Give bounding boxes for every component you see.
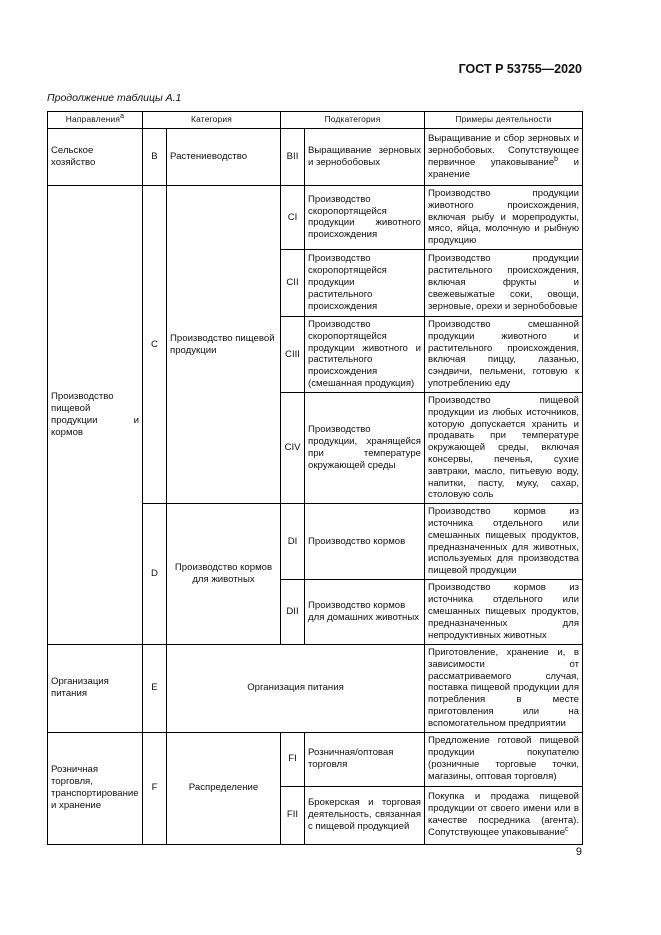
header-category: Категория (143, 112, 281, 129)
footnote-marker: b (554, 155, 559, 163)
direction-cell: Розничная торговля, транспортирование и хранение (48, 732, 143, 844)
subcategory-code-cell: BII (281, 129, 305, 186)
category-code-cell: D (143, 504, 167, 645)
subcategory-code-cell: FI (281, 732, 305, 786)
subcategory-code-cell: DII (281, 579, 305, 644)
footnote-marker: c (565, 825, 569, 833)
direction-cell: Организация питания (48, 644, 143, 732)
subcategory-cell: Производство скоропортящейся продукции животного и растительного происхождения (смешанная продукция) (305, 316, 425, 392)
example-cell: Производство пищевой продукции из любых источников, которую допускается хранить и продавать при температуре окружающей среды, включая консервы, печенья, сухие завтраки, масло, питьевую воду, напитки, пасту, муку, сахар, столовую соль (425, 392, 583, 503)
category-code-cell: B (143, 129, 167, 186)
subcategory-code-cell: CI (281, 186, 305, 250)
table-header-row (48, 112, 583, 129)
table-row (48, 129, 583, 186)
document-standard-header: ГОСТ Р 53755—2020 (458, 62, 582, 76)
header-examples: Примеры деятельности (425, 112, 583, 129)
table-row (48, 732, 583, 786)
subcategory-cell: Производство кормов (305, 504, 425, 580)
example-cell: Производство продукции животного происхождения, включая рыбу и морепродукты, мясо, яйца, молочную и рыбную продукцию (425, 186, 583, 250)
category-cell: Растениеводство (167, 129, 281, 186)
example-cell: Производство смешанной продукции животного и растительного происхождения, включая пиццу, лазанью, сэндвичи, пельмени, готовую к употреблению еду (425, 316, 583, 392)
subcategory-code-cell: FII (281, 786, 305, 844)
table-row (48, 644, 583, 732)
subcategory-cell: Выращивание зерновых и зернобобовых (305, 129, 425, 186)
category-cell: Производство пищевой продукции (167, 186, 281, 504)
categories-table (47, 111, 583, 845)
example-cell: Производство продукции растительного происхождения, включая фрукты и свежевыжатые соки, овощи, зерновые, орехи и зернобобовые (425, 249, 583, 316)
subcategory-code-cell: CIV (281, 392, 305, 503)
table-row (48, 186, 583, 250)
example-cell: Выращивание и сбор зерновых и зернобобовых. Сопутствующее первичное упаковывание$^b$ и хранение (425, 129, 583, 186)
category-code-cell: C (143, 186, 167, 504)
subcategory-cell: Производство кормов для домашних животных (305, 579, 425, 644)
category-cell: Производство кормов для животных (167, 504, 281, 645)
category-cell: Организация питания (167, 644, 425, 732)
subcategory-code-cell: CIII (281, 316, 305, 392)
subcategory-cell: Производство скоропортящейся продукции животного происхождения (305, 186, 425, 250)
category-code-cell: F (143, 732, 167, 844)
example-cell: Производство кормов из источника отдельного или смешанных пищевых продуктов, предназначенных для животных, используемых для производства пищевой продукции (425, 504, 583, 580)
example-cell: Предложение готовой пищевой продукции покупателю (розничные торговые точки, магазины, оптовая торговля) (425, 732, 583, 786)
footnote-marker: a (120, 113, 125, 121)
direction-cell: Производство пищевой продукции и кормов (48, 186, 143, 645)
subcategory-cell: Брокерская и торговая деятельность, связанная с пищевой продукцией (305, 786, 425, 844)
page-number: 9 (575, 846, 582, 858)
example-cell: Приготовление, хранение и, в зависимости от рассматриваемого случая, поставка пищевой продукции для потребления в месте приготовления или на вспомогательном предприятии (425, 644, 583, 732)
table-caption: Продолжение таблицы А.1 (47, 92, 182, 104)
example-cell: Покупка и продажа пищевой продукции от своего имени или в качестве посредника (агента). Сопутствующее упаковывание$^c$ (425, 786, 583, 844)
subcategory-cell: Производство продукции, хранящейся при температуре окружающей среды (305, 392, 425, 503)
header-subcategory: Подкатегория (281, 112, 425, 129)
subcategory-cell: Производство скоропортящейся продукции растительного происхождения (305, 249, 425, 316)
header-direction: Направления$^a$ (48, 112, 143, 129)
subcategory-cell: Розничная/оптовая торговля (305, 732, 425, 786)
subcategory-code-cell: CII (281, 249, 305, 316)
category-cell: Распределение (167, 732, 281, 844)
example-cell: Производство кормов из источника отдельного или смешанных пищевых продуктов, предназначенных для непродуктивных животных (425, 579, 583, 644)
category-code-cell: E (143, 644, 167, 732)
subcategory-code-cell: DI (281, 504, 305, 580)
direction-cell: Сельское хозяйство (48, 129, 143, 186)
